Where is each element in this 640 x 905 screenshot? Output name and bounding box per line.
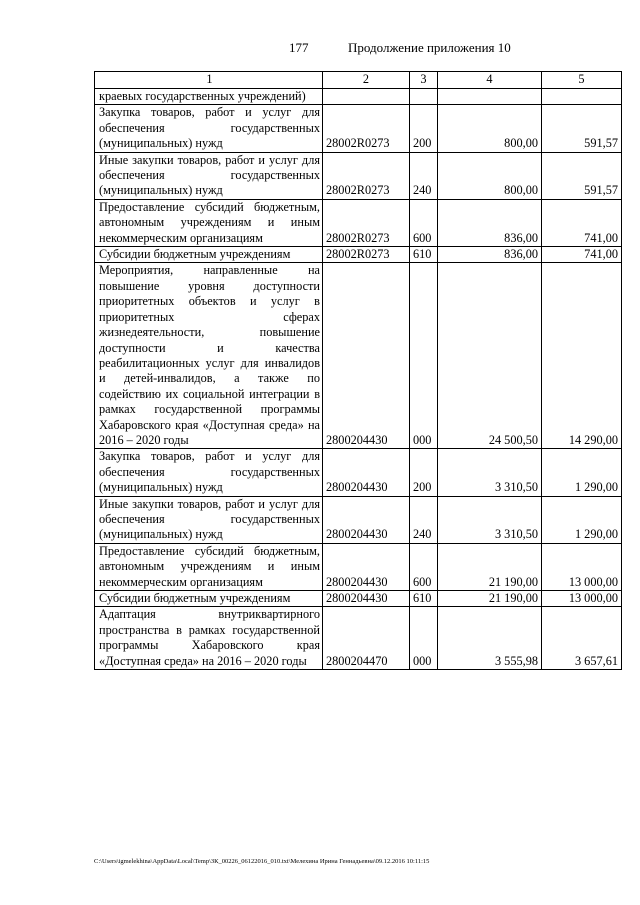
appendix-caption: Продолжение приложения 10 (348, 40, 511, 55)
page-header (0, 40, 640, 58)
column-header-4: 4 (438, 72, 542, 89)
row-amount-1-cell: 21 190,00 (438, 543, 542, 590)
row-amount-2-cell (542, 89, 622, 105)
row-amount-1-cell: 3 310,50 (438, 449, 542, 496)
row-amount-2-cell: 741,00 (542, 247, 622, 263)
row-type-cell: 000 (410, 607, 438, 670)
table-row (95, 152, 622, 199)
row-amount-1-cell: 24 500,50 (438, 263, 542, 449)
row-name-cell: Закупка товаров, работ и услуг для обеспечения государственных (муниципальных) нужд (95, 449, 323, 496)
row-name-cell: Иные закупки товаров, работ и услуг для обеспечения государственных (муниципальных) нужд (95, 496, 323, 543)
row-type-cell: 000 (410, 263, 438, 449)
row-amount-2-cell: 1 290,00 (542, 496, 622, 543)
row-code-cell (323, 89, 410, 105)
row-type-cell: 600 (410, 543, 438, 590)
table-row (95, 199, 622, 246)
row-amount-1-cell: 800,00 (438, 105, 542, 152)
table-row (95, 105, 622, 152)
row-name-cell: краевых государственных учреждений) (95, 89, 323, 105)
row-code-cell: 28002R0273 (323, 247, 410, 263)
row-amount-1-cell: 836,00 (438, 247, 542, 263)
row-type-cell: 240 (410, 152, 438, 199)
column-header-3: 3 (410, 72, 438, 89)
row-code-cell: 2800204470 (323, 607, 410, 670)
column-header-5: 5 (542, 72, 622, 89)
row-amount-1-cell: 3 555,98 (438, 607, 542, 670)
row-code-cell: 2800204430 (323, 591, 410, 607)
row-name-cell: Предоставление субсидий бюджетным, автономным учреждениям и иным некоммерческим организациям (95, 543, 323, 590)
row-amount-2-cell: 13 000,00 (542, 591, 622, 607)
row-type-cell: 200 (410, 449, 438, 496)
row-code-cell: 2800204430 (323, 543, 410, 590)
row-code-cell: 2800204430 (323, 496, 410, 543)
row-name-cell: Субсидии бюджетным учреждениям (95, 247, 323, 263)
table-row (95, 496, 622, 543)
row-name-cell: Мероприятия, направленные на повышение уровня доступности приоритетных объектов и услуг в приоритетных сферах жизнедеятельности, повышение доступности и качества реабилитационных услуг для инвалидов и детей-инвалидов, а также по содействию их социальной интеграции в рамках государственной программы Хабаровского края «Доступная среда» на 2016 – 2020 годы (95, 263, 323, 449)
row-amount-2-cell: 591,57 (542, 152, 622, 199)
row-type-cell: 200 (410, 105, 438, 152)
row-amount-1-cell: 836,00 (438, 199, 542, 246)
table-row (95, 607, 622, 670)
column-header-1: 1 (95, 72, 323, 89)
row-code-cell: 2800204430 (323, 263, 410, 449)
table-row (95, 449, 622, 496)
column-header-2: 2 (323, 72, 410, 89)
row-type-cell: 240 (410, 496, 438, 543)
row-amount-2-cell: 13 000,00 (542, 543, 622, 590)
row-amount-2-cell: 3 657,61 (542, 607, 622, 670)
row-code-cell: 2800204430 (323, 449, 410, 496)
row-type-cell (410, 89, 438, 105)
page-number: 177 (289, 40, 309, 55)
row-code-cell: 28002R0273 (323, 105, 410, 152)
row-amount-2-cell: 1 290,00 (542, 449, 622, 496)
row-type-cell: 610 (410, 247, 438, 263)
row-name-cell: Иные закупки товаров, работ и услуг для обеспечения государственных (муниципальных) нужд (95, 152, 323, 199)
row-name-cell: Субсидии бюджетным учреждениям (95, 591, 323, 607)
table-row (95, 591, 622, 607)
table-row (95, 247, 622, 263)
row-amount-2-cell: 741,00 (542, 199, 622, 246)
row-amount-1-cell (438, 89, 542, 105)
row-code-cell: 28002R0273 (323, 199, 410, 246)
row-name-cell: Закупка товаров, работ и услуг для обеспечения государственных (муниципальных) нужд (95, 105, 323, 152)
table-header-row (95, 72, 622, 89)
table-row (95, 263, 622, 449)
row-amount-2-cell: 591,57 (542, 105, 622, 152)
row-type-cell: 610 (410, 591, 438, 607)
table-row (95, 89, 622, 105)
table-row (95, 543, 622, 590)
row-amount-1-cell: 800,00 (438, 152, 542, 199)
row-code-cell: 28002R0273 (323, 152, 410, 199)
document-path-footer: C:\Users\igmelekhina\AppData\Local\Temp\ЗК_00226_06122016_010.txt\Мелехина Ирина Геннадьевна\09.12.2016 10:11:15 (94, 858, 430, 865)
row-amount-1-cell: 21 190,00 (438, 591, 542, 607)
row-name-cell: Предоставление субсидий бюджетным, автономным учреждениям и иным некоммерческим организациям (95, 199, 323, 246)
row-name-cell: Адаптация внутриквартирного пространства в рамках государственной программы Хабаровского края «Доступная среда» на 2016 – 2020 годы (95, 607, 323, 670)
row-amount-1-cell: 3 310,50 (438, 496, 542, 543)
row-amount-2-cell: 14 290,00 (542, 263, 622, 449)
row-type-cell: 600 (410, 199, 438, 246)
budget-table (94, 71, 622, 670)
